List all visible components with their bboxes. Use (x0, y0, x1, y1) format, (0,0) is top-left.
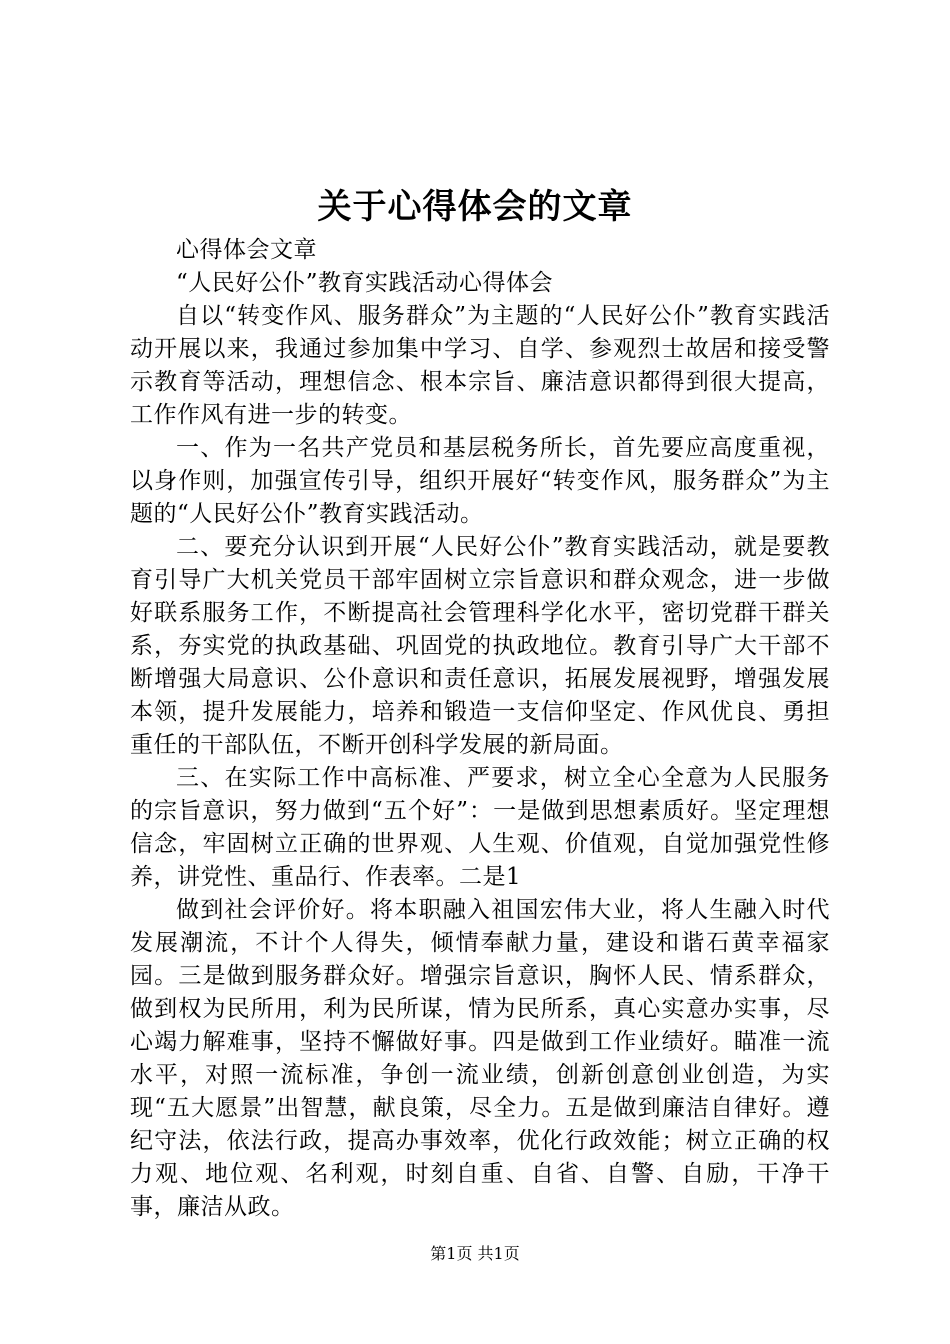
paragraph-point-3-continued: 做到社会评价好。将本职融入祖国宏伟大业，将人生融入时代发展潮流，不计个人得失，倾情奉献力量，建设和谐石黄幸福家园。三是做到服务群众好。增强宗旨意识，胸怀人民、情系群众，做到权为民所用，利为民所谋，情为民所系，真心实意办实事，尽心竭力解难事，坚持不懈做好事。四是做到工作业绩好。瞄准一流水平，对照一流标准，争创一流业绩，创新创意创业创造，为实现“五大愿景”出智慧，献良策，尽全力。五是做到廉洁自律好。遵纪守法，依法行政，提高办事效率，优化行政效能；树立正确的权力观、地位观、名利观，时刻自重、自省、自警、自励，干净干事，廉洁从政。 (130, 897, 830, 1220)
paragraph-point-1: 一、作为一名共产党员和基层税务所长，首先要应高度重视，以身作则，加强宣传引导，组织开展好“转变作风，服务群众”为主题的“人民好公仆”教育实践活动。 (130, 435, 830, 527)
paragraph-point-2: 二、要充分认识到开展“人民好公仆”教育实践活动，就是要教育引导广大机关党员干部牢固树立宗旨意识和群众观念，进一步做好联系服务工作，不断提高社会管理科学化水平，密切党群干群关系，夯实党的执政基础、巩固党的执政地位。教育引导广大干部不断增强大局意识、公仆意识和责任意识，拓展发展视野，增强发展本领，提升发展能力，培养和锻造一支信仰坚定、作风优良、勇担重任的干部队伍，不断开创科学发展的新局面。 (130, 534, 830, 758)
document-title: 关于心得体会的文章 (317, 187, 633, 227)
paragraph-intro: 自以“转变作风、服务群众”为主题的“人民好公仆”教育实践活动开展以来，我通过参加集中学习、自学、参观烈士故居和接受警示教育等活动，理想信念、根本宗旨、廉洁意识都得到很大提高，工作作风有进一步的转变。 (130, 303, 830, 428)
document-body (130, 234, 830, 1224)
paragraph-heading: 心得体会文章 (176, 237, 317, 263)
page-footer: 第1页 共1页 (430, 1244, 520, 1263)
paragraph-point-3: 三、在实际工作中高标准、严要求，树立全心全意为人民服务的宗旨意识，努力做到“五个好”：一是做到思想素质好。坚定理想信念，牢固树立正确的世界观、人生观、价值观，自觉加强党性修养，讲党性、重品行、作表率。二是1 (130, 765, 830, 890)
paragraph-subheading: “人民好公仆”教育实践活动心得体会 (176, 270, 554, 296)
